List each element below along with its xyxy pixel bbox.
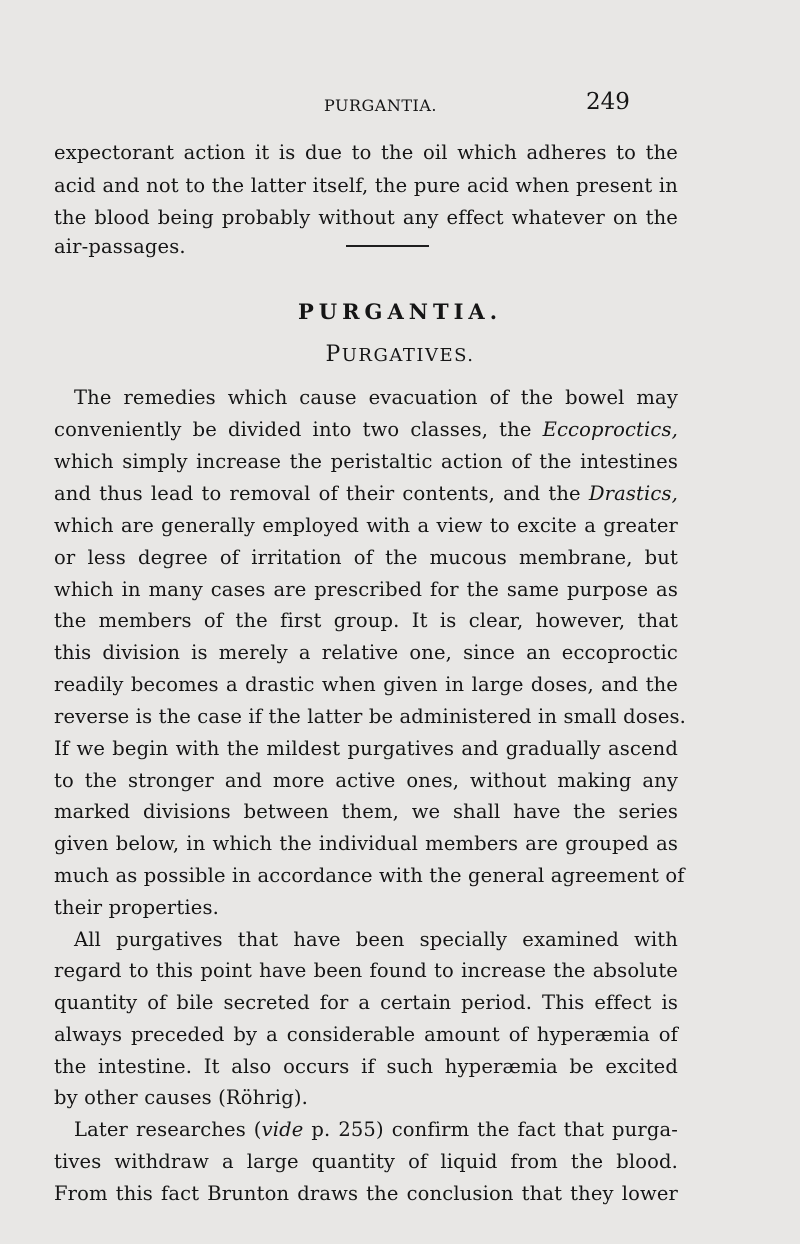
running-head-title: PURGANTIA. <box>324 96 437 115</box>
text-line: If we begin with the mildest purgatives and gradually ascend <box>54 737 678 760</box>
text-run: conveniently be divided into two classes, the <box>54 418 543 441</box>
text-line <box>54 479 678 509</box>
section-heading: PURGANTIA. <box>297 299 503 324</box>
text-line: which simply increase the peristaltic action of the intestines <box>54 450 678 473</box>
text-line: regard to this point have been found to increase the absolute <box>54 959 678 982</box>
text-line: reverse is the case if the latter be administered in small doses. <box>54 705 687 728</box>
text-line <box>54 415 678 445</box>
text-line: which in many cases are prescribed for the same purpose as <box>54 578 678 601</box>
text-line: the members of the first group. It is clear, however, that <box>54 609 678 632</box>
text-line: All purgatives that have been specially examined with <box>74 928 678 951</box>
text-line <box>74 1115 678 1145</box>
subheading-initial: P <box>325 342 342 367</box>
text-line: tives withdraw a large quantity of liquid from the blood. <box>54 1150 678 1173</box>
text-line: readily becomes a drastic when given in large doses, and the <box>54 673 678 696</box>
italic-term: Eccoproctics, <box>542 418 678 441</box>
text-line: always preceded by a considerable amount of hyperæmia of <box>54 1023 678 1046</box>
text-run: p. 255) confirm the fact that purga- <box>303 1118 678 1141</box>
text-line: this division is merely a relative one, since an eccoproctic <box>54 641 678 664</box>
italic-term: vide <box>261 1118 304 1141</box>
italic-term: Drastics, <box>588 482 678 505</box>
section-subheading <box>0 342 800 367</box>
section-divider <box>346 245 429 247</box>
text-line: quantity of bile secreted for a certain period. This effect is <box>54 991 678 1014</box>
text-line: their properties. <box>54 896 219 919</box>
running-head <box>324 89 684 123</box>
text-run: and thus lead to removal of their contents, and the <box>54 482 589 505</box>
text-line: From this fact Brunton draws the conclusion that they lower <box>54 1182 678 1205</box>
text-run: Later researches ( <box>74 1118 262 1141</box>
page-number: 249 <box>586 89 630 115</box>
text-line: to the stronger and more active ones, without making any <box>54 769 678 792</box>
text-line: by other causes (Röhrig). <box>54 1086 308 1109</box>
text-line: the blood being probably without any effect whatever on the <box>54 206 678 229</box>
text-line: air-passages. <box>54 235 186 258</box>
text-line: the intestine. It also occurs if such hyperæmia be excited <box>54 1055 678 1078</box>
text-line: which are generally employed with a view to excite a greater <box>54 514 678 537</box>
text-line: expectorant action it is due to the oil which adheres to the <box>54 141 678 164</box>
subheading-rest: URGATIVES. <box>341 345 475 366</box>
text-line: or less degree of irritation of the mucous membrane, but <box>54 546 678 569</box>
text-line: much as possible in accordance with the general agreement of <box>54 864 685 887</box>
text-line: acid and not to the latter itself, the pure acid when present in <box>54 174 678 197</box>
text-line: The remedies which cause evacuation of the bowel may <box>74 386 678 409</box>
text-line: given below, in which the individual members are grouped as <box>54 832 678 855</box>
text-line: marked divisions between them, we shall have the series <box>54 800 678 823</box>
